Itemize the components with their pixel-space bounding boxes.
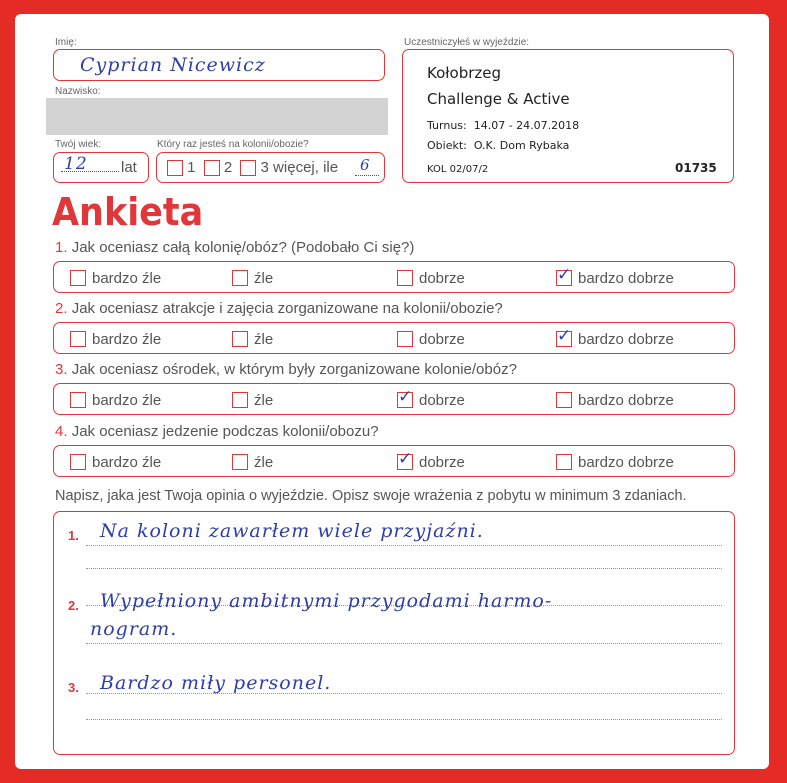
option-checkbox[interactable] xyxy=(397,331,413,347)
trip-label: Uczestniczyłeś w wyjeździe: xyxy=(404,37,530,48)
camp-city: Kołobrzeg xyxy=(427,64,502,82)
option-checkbox[interactable] xyxy=(397,270,413,286)
times-opt-3: 3 więcej, ile xyxy=(260,159,339,176)
dotted-writing-line xyxy=(86,568,722,569)
option-checkbox[interactable] xyxy=(232,331,248,347)
answer-text-line2: nogram. xyxy=(90,618,178,640)
times-value: 6 xyxy=(360,156,371,174)
question-number: 3. xyxy=(55,361,68,378)
option-checkbox[interactable] xyxy=(397,449,413,470)
answer-number: 2. xyxy=(68,598,79,613)
option-checkbox[interactable] xyxy=(556,326,572,347)
option-checkbox[interactable] xyxy=(556,392,572,408)
option-label: bardzo dobrze xyxy=(578,453,674,471)
question-number: 2. xyxy=(55,300,68,317)
option-checkbox[interactable] xyxy=(232,270,248,286)
question-text: Jak oceniasz całą kolonię/obóz? (Podobało Ci się?) xyxy=(71,239,415,256)
times-opt-1: 1 xyxy=(187,159,196,176)
answer-options-row xyxy=(53,322,735,354)
option-4[interactable] xyxy=(556,326,674,348)
check-mark-icon: ✓ xyxy=(557,265,572,286)
times-checkbox-2[interactable] xyxy=(204,160,220,176)
check-mark-icon: ✓ xyxy=(557,326,572,347)
camp-program: Challenge & Active xyxy=(427,90,570,108)
option-checkbox[interactable] xyxy=(70,331,86,347)
option-3[interactable] xyxy=(397,449,465,471)
camp-info-box xyxy=(402,49,734,183)
option-label: bardzo dobrze xyxy=(578,330,674,348)
option-label: bardzo źle xyxy=(92,330,162,348)
option-3[interactable] xyxy=(397,387,465,409)
option-3[interactable] xyxy=(397,330,465,348)
age-value: 12 xyxy=(64,154,88,174)
check-mark-icon: ✓ xyxy=(398,387,413,408)
option-3[interactable] xyxy=(397,269,465,287)
name-field[interactable] xyxy=(53,49,385,81)
question-number: 4. xyxy=(55,423,68,440)
dotted-writing-line xyxy=(86,545,722,546)
check-mark-icon: ✓ xyxy=(398,449,413,470)
option-checkbox[interactable] xyxy=(70,454,86,470)
opinion-prompt: Napisz, jaka jest Twoja opinia o wyjeździe. Opisz swoje wrażenia z pobytu w minimum 3 zdaniach. xyxy=(55,488,687,504)
option-checkbox[interactable] xyxy=(556,265,572,286)
age-label: Twój wiek: xyxy=(55,139,102,150)
survey-title: Ankieta xyxy=(52,190,204,234)
option-4[interactable] xyxy=(556,453,674,471)
surname-label: Nazwisko: xyxy=(55,86,101,97)
option-checkbox[interactable] xyxy=(397,387,413,408)
option-label: bardzo dobrze xyxy=(578,269,674,287)
camp-number: 01735 xyxy=(675,161,717,175)
answer-options-row xyxy=(53,445,735,477)
option-4[interactable] xyxy=(556,265,674,287)
option-label: bardzo źle xyxy=(92,453,162,471)
times-checkbox-3[interactable] xyxy=(240,160,256,176)
answer-text-line1: Wypełniony ambitnymi przygodami harmo- xyxy=(100,590,553,612)
option-label: źle xyxy=(254,453,274,471)
option-1[interactable] xyxy=(70,330,161,348)
question-4 xyxy=(55,423,379,440)
camp-turnus: Turnus: 14.07 - 24.07.2018 xyxy=(427,119,580,132)
option-2[interactable] xyxy=(232,269,273,287)
option-label: źle xyxy=(254,269,274,287)
times-field xyxy=(156,152,385,183)
option-label: źle xyxy=(254,330,274,348)
option-label: dobrze xyxy=(419,330,465,348)
option-checkbox[interactable] xyxy=(70,270,86,286)
question-text: Jak oceniasz jedzenie podczas kolonii/obozu? xyxy=(71,423,379,440)
option-label: źle xyxy=(254,391,274,409)
times-dotted-line xyxy=(355,175,379,176)
option-label: dobrze xyxy=(419,269,465,287)
answer-options-row xyxy=(53,261,735,293)
answer-number: 3. xyxy=(68,680,79,695)
option-4[interactable] xyxy=(556,391,674,409)
dotted-writing-line xyxy=(86,719,722,720)
option-label: bardzo źle xyxy=(92,269,162,287)
answer-number: 1. xyxy=(68,528,79,543)
answer-text-line1: Na koloni zawarłem wiele przyjaźni. xyxy=(100,520,484,542)
name-value: Cyprian Nicewicz xyxy=(80,54,266,76)
option-1[interactable] xyxy=(70,453,161,471)
age-field[interactable] xyxy=(53,152,149,183)
question-3 xyxy=(55,361,517,378)
option-checkbox[interactable] xyxy=(556,454,572,470)
answer-text-line1: Bardzo miły personel. xyxy=(100,672,332,694)
option-2[interactable] xyxy=(232,453,273,471)
surname-redacted xyxy=(46,98,388,135)
question-text: Jak oceniasz atrakcje i zajęcia zorganizowane na kolonii/obozie? xyxy=(71,300,503,317)
times-opt-2: 2 xyxy=(223,159,233,176)
question-number: 1. xyxy=(55,239,68,256)
name-label: Imię: xyxy=(55,37,77,48)
times-label: Który raz jesteś na kolonii/obozie? xyxy=(157,139,309,150)
question-1 xyxy=(55,239,414,256)
age-unit: lat xyxy=(121,159,137,176)
question-2 xyxy=(55,300,503,317)
option-checkbox[interactable] xyxy=(232,392,248,408)
answer-options-row xyxy=(53,383,735,415)
dotted-writing-line xyxy=(86,643,722,644)
option-1[interactable] xyxy=(70,391,161,409)
option-2[interactable] xyxy=(232,330,273,348)
option-label: dobrze xyxy=(419,391,465,409)
option-label: bardzo dobrze xyxy=(578,391,674,409)
option-2[interactable] xyxy=(232,391,273,409)
camp-code: KOL 02/07/2 xyxy=(427,164,489,175)
option-1[interactable] xyxy=(70,269,161,287)
option-label: bardzo źle xyxy=(92,391,162,409)
camp-obiekt: Obiekt: O.K. Dom Rybaka xyxy=(427,139,570,152)
option-checkbox[interactable] xyxy=(70,392,86,408)
option-checkbox[interactable] xyxy=(232,454,248,470)
times-checkbox-1[interactable] xyxy=(167,160,183,176)
option-label: dobrze xyxy=(419,453,465,471)
question-text: Jak oceniasz ośrodek, w którym były zorganizowane kolonie/obóz? xyxy=(71,361,517,378)
